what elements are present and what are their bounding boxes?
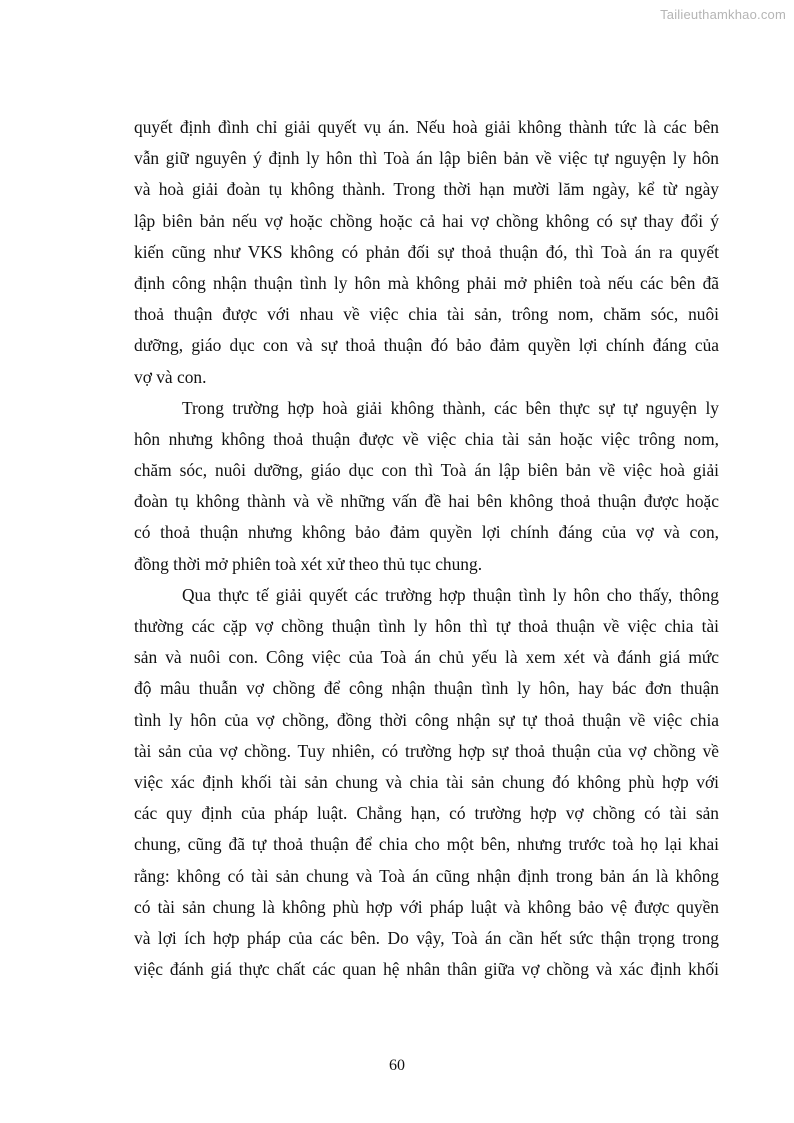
text-line: thoả thuận được với nhau về việc chia tài sản, trông nom, chăm sóc, nuôi bbox=[134, 304, 719, 325]
text-line: kiến cũng như VKS không có phản đối sự thoả thuận đó, thì Toà án ra quyết bbox=[134, 241, 719, 262]
text-line: Trong trường hợp hoà giải không thành, các bên thực sự tự nguyện ly bbox=[182, 397, 719, 418]
text-line: đồng thời mở phiên toà xét xử theo thủ tục chung. bbox=[134, 553, 483, 574]
text-line: và lợi ích hợp pháp của các bên. Do vậy, Toà án cần hết sức thận trọng trong bbox=[134, 927, 719, 948]
text-line: định công nhận thuận tình ly hôn mà không phải mở phiên toà nếu các bên đã bbox=[134, 272, 719, 293]
text-line: lập biên bản nếu vợ hoặc chồng hoặc cả hai vợ chồng không có sự thay đổi ý bbox=[134, 210, 719, 231]
text-line: chăm sóc, nuôi dưỡng, giáo dục con thì Toà án lập biên bản về việc hoà giải bbox=[134, 460, 719, 481]
text-line: chung, cũng đã tự thoả thuận để chia cho một bên, nhưng trước toà họ lại khai bbox=[134, 834, 719, 855]
page-number: 60 bbox=[389, 1057, 405, 1074]
text-line: các quy định của pháp luật. Chẳng hạn, có trường hợp vợ chồng có tài sản bbox=[134, 803, 719, 824]
text-line: Qua thực tế giải quyết các trường hợp thuận tình ly hôn cho thấy, thông bbox=[182, 584, 719, 605]
text-line: và hoà giải đoàn tụ không thành. Trong thời hạn mười lăm ngày, kể từ ngày bbox=[134, 179, 719, 200]
document-body bbox=[134, 112, 719, 985]
text-line: sản và nuôi con. Công việc của Toà án chủ yếu là xem xét và đánh giá mức bbox=[134, 647, 719, 668]
text-line: việc xác định khối tài sản chung và chia tài sản chung đó không phù hợp với bbox=[134, 771, 719, 792]
text-line: có thoả thuận nhưng không bảo đảm quyền lợi chính đáng của vợ và con, bbox=[134, 522, 719, 543]
text-line: thường các cặp vợ chồng thuận tình ly hôn thì tự thoả thuận về việc chia tài bbox=[134, 616, 719, 636]
text-line: dưỡng, giáo dục con và sự thoả thuận đó bảo đảm quyền lợi chính đáng của bbox=[134, 335, 719, 356]
text-line: hôn nhưng không thoả thuận được về việc chia tài sản hoặc việc trông nom, bbox=[134, 428, 719, 449]
text-line: tài sản của vợ chồng. Tuy nhiên, có trường hợp sự thoả thuận của vợ chồng về bbox=[134, 740, 719, 761]
text-line: tình ly hôn của vợ chồng, đồng thời công nhận sự tự thoả thuận về việc chia bbox=[134, 709, 719, 730]
text-line: vợ và con. bbox=[134, 366, 207, 387]
text-line: độ mâu thuẫn vợ chồng để công nhận thuận tình ly hôn, hay bác đơn thuận bbox=[134, 678, 719, 699]
text-line: đoàn tụ không thành và về những vấn đề hai bên không thoả thuận được hoặc bbox=[134, 491, 719, 512]
text-line: rằng: không có tài sản chung và Toà án cũng nhận định trong bản án là không bbox=[134, 865, 719, 886]
watermark-text: Tailieuthamkhao.com bbox=[660, 7, 786, 22]
text-line: có tài sản chung là không phù hợp với pháp luật và không bảo vệ được quyền bbox=[134, 896, 719, 917]
text-line: vẫn giữ nguyên ý định ly hôn thì Toà án lập biên bản về việc tự nguyện ly hôn bbox=[134, 148, 719, 169]
text-line: quyết định đình chỉ giải quyết vụ án. Nếu hoà giải không thành tức là các bên bbox=[134, 117, 719, 137]
text-line: việc đánh giá thực chất các quan hệ nhân thân giữa vợ chồng và xác định khối bbox=[134, 959, 719, 980]
